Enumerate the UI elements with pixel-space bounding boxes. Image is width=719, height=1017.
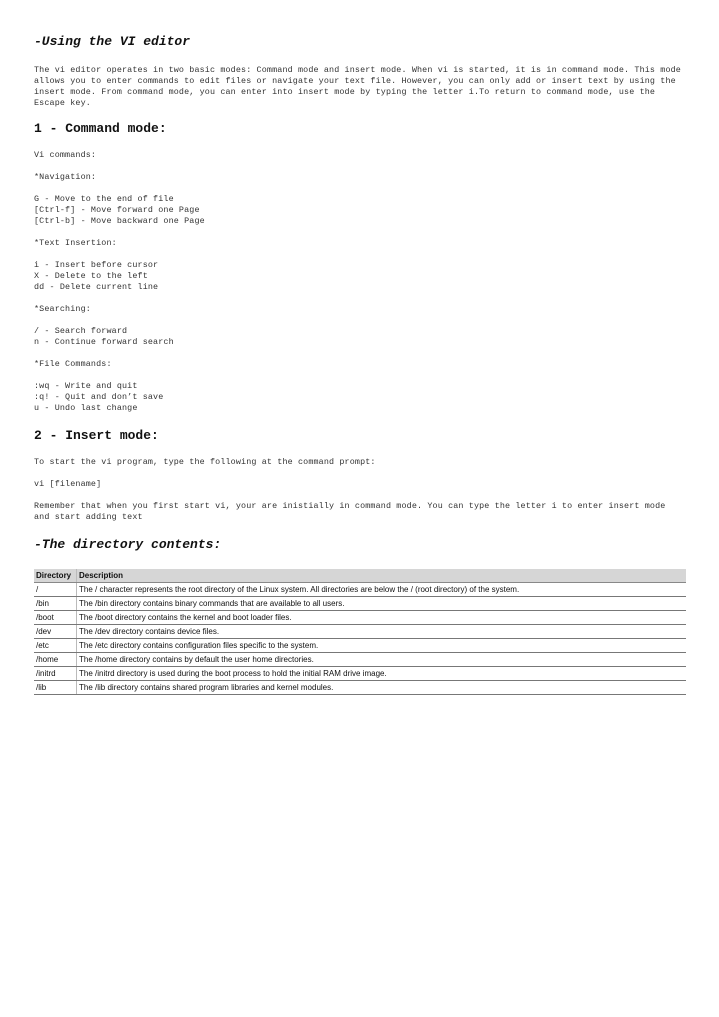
directory-table <box>34 569 686 695</box>
navigation-item: G - Move to the end of file <box>34 194 174 204</box>
text-insertion-item: X - Delete to the left <box>34 271 148 281</box>
insert-mode-paragraph: To start the vi program, type the following at the command prompt: <box>34 457 376 467</box>
directory-heading: -The directory contents: <box>34 537 222 552</box>
directory-cell: /home <box>34 653 77 667</box>
document-page <box>34 34 686 695</box>
intro-paragraph: The vi editor operates in two basic modes: Command mode and insert mode. When vi is started, it is in command mode. This mode allows you to enter commands to edit files or navigate your text file. However, you can only add or insert text by using the insert mode. From command mode, you can enter into insert mode by typing the letter i.To return to command mode, use the Escape key. <box>34 65 687 108</box>
navigation-item: [Ctrl-b] - Move backward one Page <box>34 216 205 226</box>
directory-cell: / <box>34 583 77 597</box>
directory-cell: /lib <box>34 681 77 695</box>
description-cell: The /home directory contains by default the user home directories. <box>77 653 687 667</box>
text-insertion-list <box>34 260 686 293</box>
navigation-item: [Ctrl-f] - Move forward one Page <box>34 205 200 215</box>
description-cell: The /lib directory contains shared program libraries and kernel modules. <box>77 681 687 695</box>
file-commands-list <box>34 381 686 414</box>
table-row <box>34 681 686 695</box>
table-row <box>34 653 686 667</box>
text-insertion-item: dd - Delete current line <box>34 282 159 292</box>
searching-list <box>34 326 686 348</box>
directory-cell: /dev <box>34 625 77 639</box>
description-cell: The /dev directory contains device files. <box>77 625 687 639</box>
table-row <box>34 583 686 597</box>
description-cell: The /etc directory contains configuration files specific to the system. <box>77 639 687 653</box>
directory-cell: /etc <box>34 639 77 653</box>
file-command-item: u - Undo last change <box>34 403 138 413</box>
searching-item: / - Search forward <box>34 326 128 336</box>
table-row <box>34 625 686 639</box>
command-mode-heading: 1 - Command mode: <box>34 121 167 136</box>
file-command-item: :wq - Write and quit <box>34 381 138 391</box>
description-cell: The / character represents the root directory of the Linux system. All directories are below the / (root directory) of the system. <box>77 583 687 597</box>
insert-mode-command: vi [filename] <box>34 479 102 489</box>
directory-cell: /boot <box>34 611 77 625</box>
searching-item: n - Continue forward search <box>34 337 174 347</box>
description-cell: The /bin directory contains binary commands that are available to all users. <box>77 597 687 611</box>
insert-mode-note: Remember that when you first start vi, your are inistially in command mode. You can type the letter i to enter insert mode and start adding text <box>34 501 671 522</box>
description-cell: The /boot directory contains the kernel and boot loader files. <box>77 611 687 625</box>
directory-cell: /bin <box>34 597 77 611</box>
table-row <box>34 597 686 611</box>
column-header-directory: Directory <box>34 569 77 583</box>
searching-label: *Searching: <box>34 304 91 314</box>
column-header-description: Description <box>77 569 687 583</box>
table-row <box>34 611 686 625</box>
description-cell: The /initrd directory is used during the boot process to hold the initial RAM drive image. <box>77 667 687 681</box>
navigation-list <box>34 194 686 227</box>
vi-commands-label: Vi commands: <box>34 150 97 160</box>
table-row <box>34 639 686 653</box>
text-insertion-item: i - Insert before cursor <box>34 260 159 270</box>
page-title: -Using the VI editor <box>34 34 191 49</box>
directory-cell: /initrd <box>34 667 77 681</box>
table-header-row <box>34 569 686 583</box>
file-command-item: :q! - Quit and don’t save <box>34 392 164 402</box>
table-row <box>34 667 686 681</box>
navigation-label: *Navigation: <box>34 172 97 182</box>
file-commands-label: *File Commands: <box>34 359 112 369</box>
text-insertion-label: *Text Insertion: <box>34 238 117 248</box>
insert-mode-heading: 2 - Insert mode: <box>34 428 159 443</box>
